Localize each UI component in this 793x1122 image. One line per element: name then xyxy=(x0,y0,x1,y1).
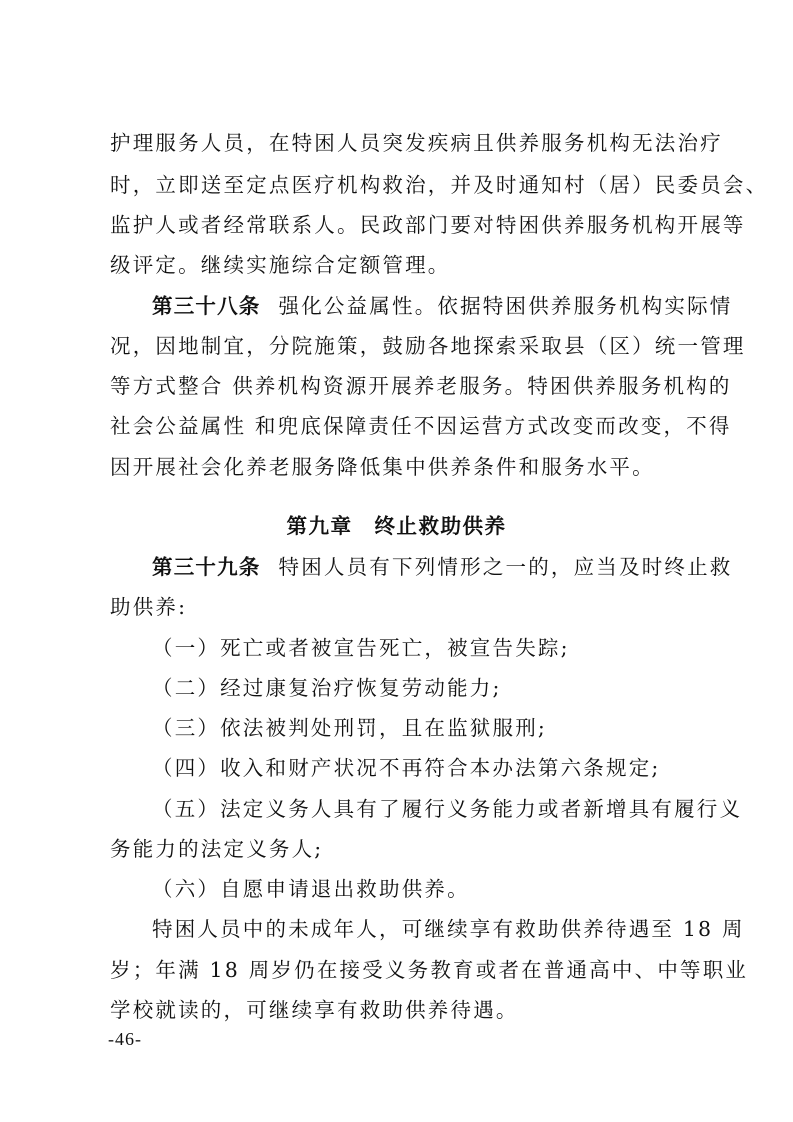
chapter-title: 终止救助供养 xyxy=(374,514,507,538)
paragraph-line: 等方式整合 供养机构资源开展养老服务。特困供养服务机构的 xyxy=(110,374,732,398)
list-item: （六）自愿申请退出救助供养。 xyxy=(152,877,470,901)
article-39-first-line xyxy=(152,555,733,579)
paragraph-line: 时，立即送至定点医疗机构救治，并及时通知村（居）民委员会、 xyxy=(110,173,769,197)
article-39-label: 第三十九条 xyxy=(152,555,261,579)
list-item: （五）法定义务人具有了履行义务能力或者新增具有履行义 xyxy=(152,797,743,821)
list-item: （一）死亡或者被宣告死亡，被宣告失踪; xyxy=(152,636,570,660)
paragraph-line: 学校就读的，可继续享有救助供养待遇。 xyxy=(110,998,519,1022)
chapter-number: 第九章 xyxy=(286,514,353,538)
paragraph-line: 特困人员中的未成年人，可继续享有救助供养待遇至 18 周 xyxy=(152,917,745,941)
article-38-label: 第三十八条 xyxy=(152,294,261,318)
paragraph-line: 监护人或者经常联系人。民政部门要对特困供养服务机构开展等 xyxy=(110,213,746,237)
article-38-text: 强化公益属性。依据特困供养服务机构实际情 xyxy=(278,294,733,318)
list-item: （四）收入和财产状况不再符合本办法第六条规定; xyxy=(152,756,661,780)
paragraph-line: 况，因地制宜，分院施策，鼓励各地探索采取县（区）统一管理 xyxy=(110,334,746,358)
page-number: -46- xyxy=(108,1029,142,1049)
list-item: （三）依法被判处刑罚，且在监狱服刑; xyxy=(152,716,548,740)
article-39-text: 特困人员有下列情形之一的，应当及时终止救 xyxy=(278,555,733,579)
paragraph-line: 因开展社会化养老服务降低集中供养条件和服务水平。 xyxy=(110,455,655,479)
paragraph-line: 级评定。继续实施综合定额管理。 xyxy=(110,253,451,277)
paragraph-line: 助供养: xyxy=(110,595,188,619)
list-item: （二）经过康复治疗恢复劳动能力; xyxy=(152,676,502,700)
paragraph-line: 社会公益属性 和兜底保障责任不因运营方式改变而改变，不得 xyxy=(110,414,732,438)
paragraph-line: 岁；年满 18 周岁仍在接受义务教育或者在普通高中、中等职业 xyxy=(110,958,749,982)
article-38-first-line xyxy=(152,294,733,318)
chapter-heading xyxy=(0,514,793,538)
list-item-continuation: 务能力的法定义务人; xyxy=(110,837,324,861)
paragraph-line: 护理服务人员，在特困人员突发疾病且供养服务机构无法治疗 xyxy=(110,131,723,155)
